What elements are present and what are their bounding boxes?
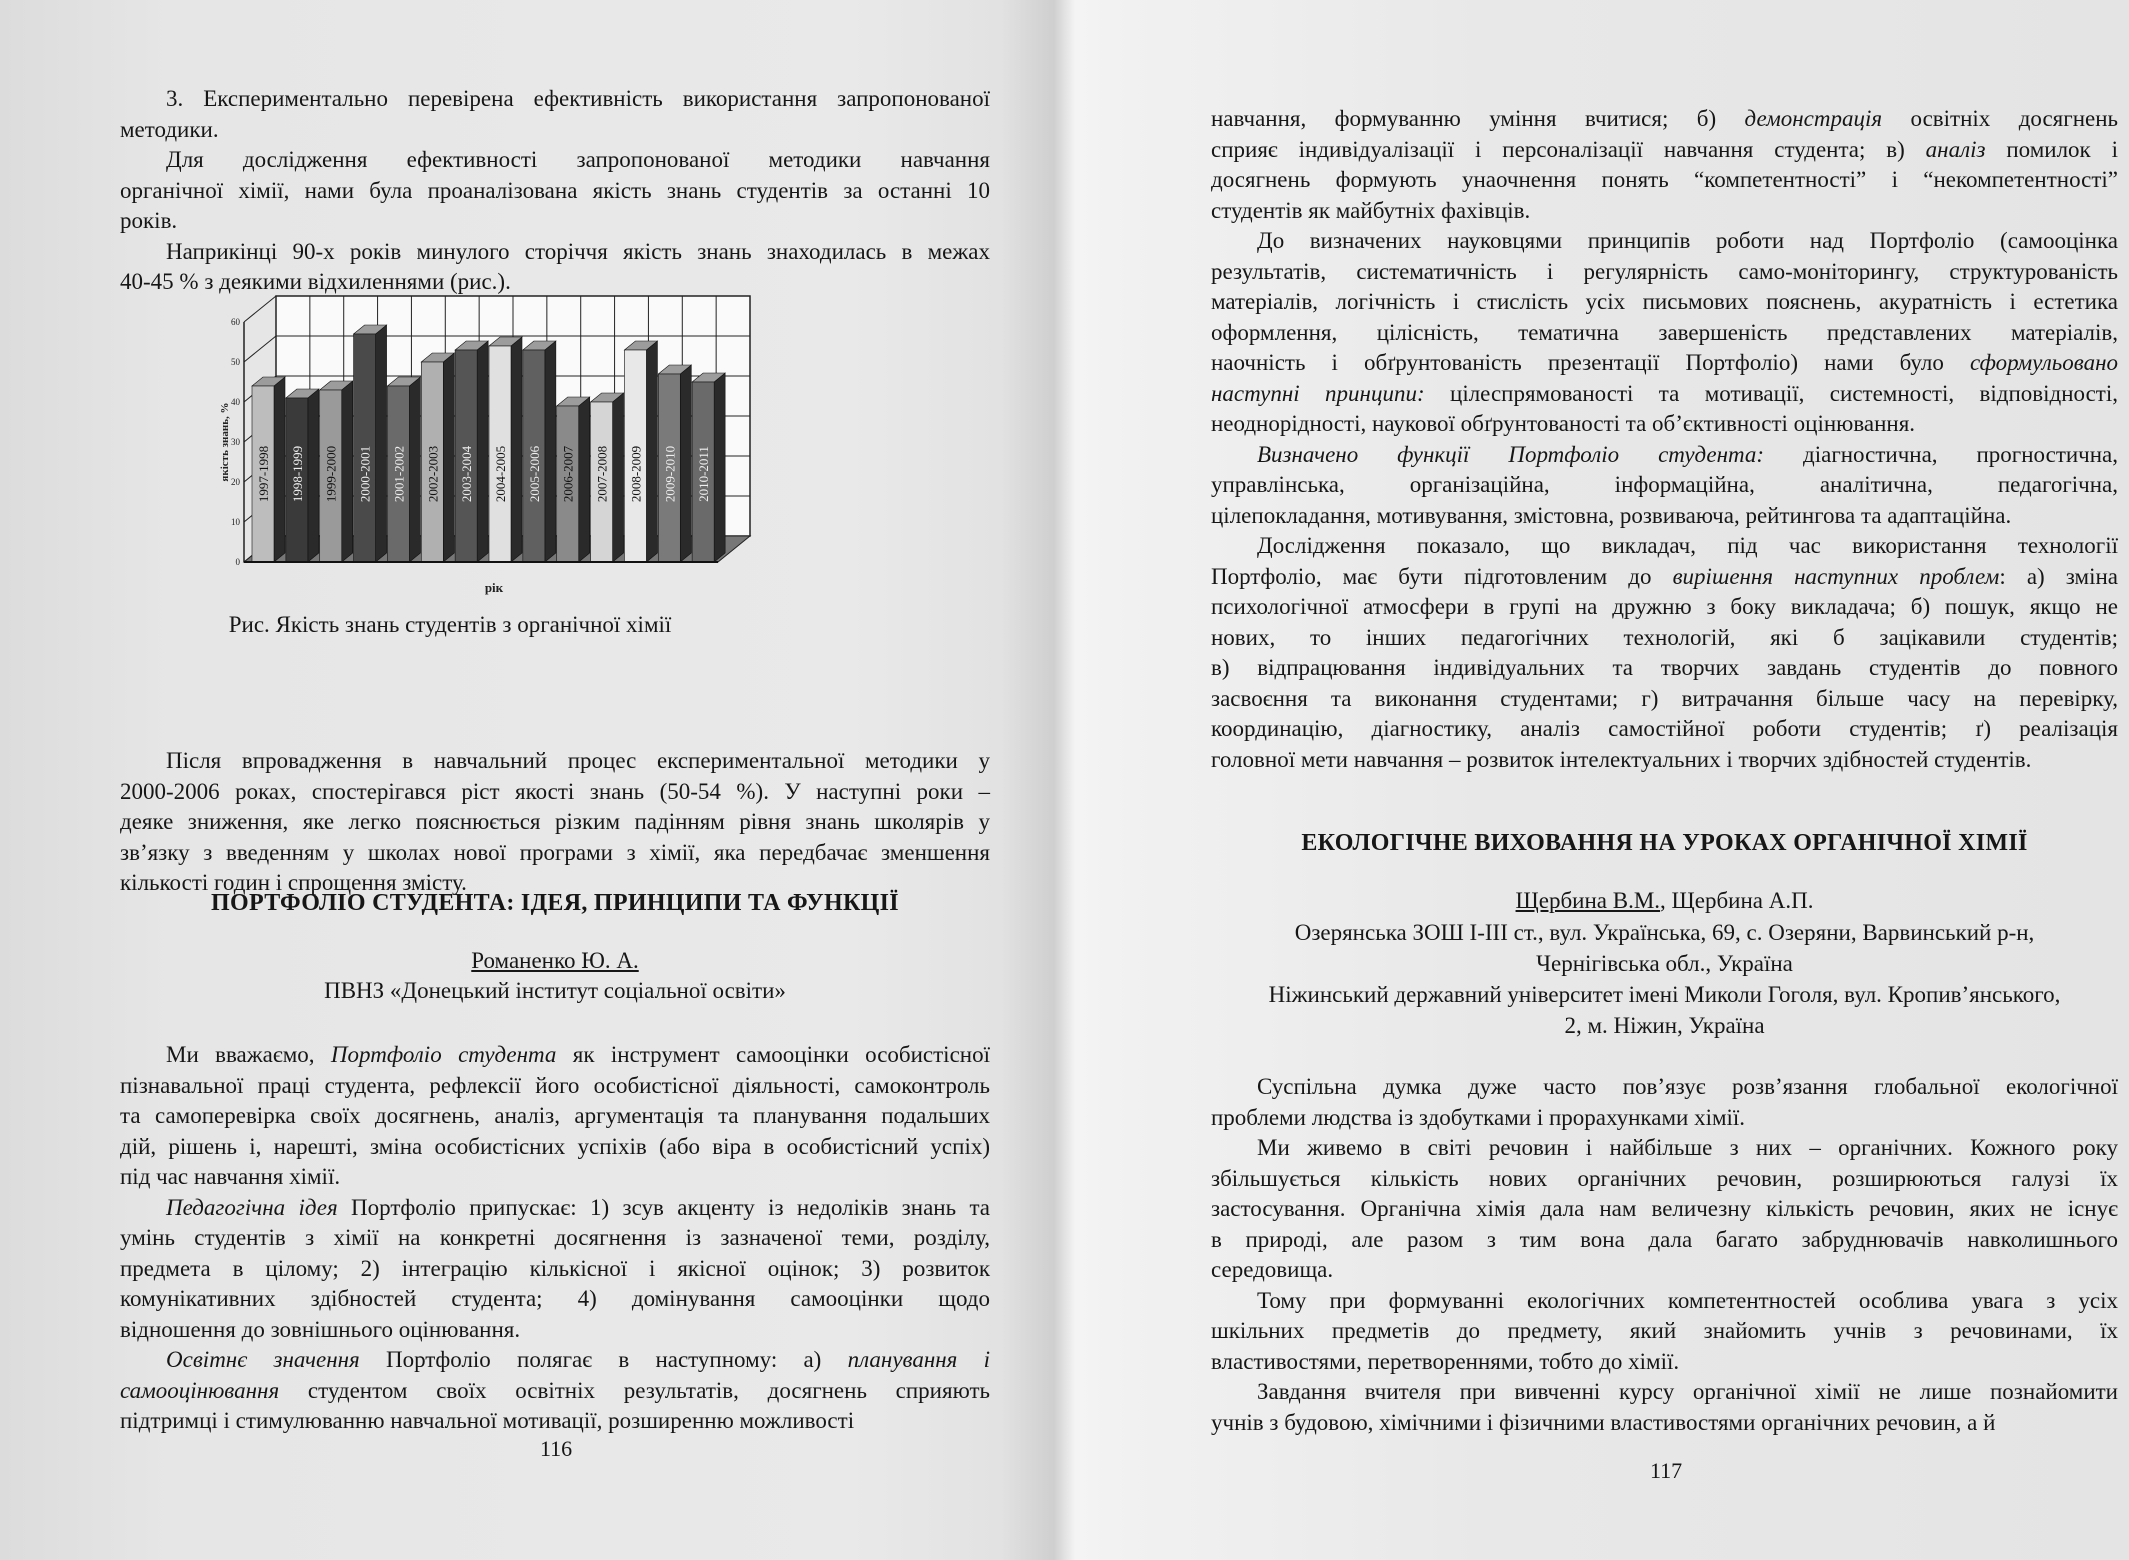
text-line: комунікативних здібностей студента; 4) домінування самооцінки щодо xyxy=(120,1286,990,1311)
emphasis: Освітнє значення xyxy=(166,1347,360,1372)
bar-label: 2003-2004 xyxy=(459,445,475,503)
text-line: дій, рішень і, нарешті, зміна особистісних успіхів (або віра в особистісний успіх) xyxy=(120,1133,990,1159)
bar-side xyxy=(274,377,285,562)
text-line xyxy=(1211,562,2118,593)
paragraph xyxy=(1211,226,2118,440)
paragraph xyxy=(120,237,990,298)
paragraph xyxy=(120,1193,990,1346)
knowledge-quality-chart xyxy=(214,292,884,602)
left-page-after-chart xyxy=(120,746,990,899)
text-line: застосування. Органічна хімія дала нам величезну кількість речовин, яких не існує xyxy=(1211,1196,2118,1221)
bar-side xyxy=(680,365,691,562)
emphasis: Педагогічна ідея xyxy=(166,1194,338,1220)
author-primary: Щербина В.М. xyxy=(1515,888,1661,913)
affiliation-line: Чернігівська обл., Україна xyxy=(1536,951,1793,976)
gridline-side xyxy=(244,296,276,322)
bar-label: 1997-1998 xyxy=(256,445,271,503)
text-line: під час навчання хімії. xyxy=(120,1164,341,1189)
paragraph xyxy=(1211,1072,2118,1133)
gridline-side xyxy=(244,336,276,362)
bar-label: 2009-2010 xyxy=(662,445,678,503)
y-axis-label: якість знань, % xyxy=(219,402,231,482)
paragraph xyxy=(120,746,990,899)
authors xyxy=(1211,886,2118,916)
emphasis: демонстрація xyxy=(1744,106,1883,131)
text-line: управлінська, організаційна, інформаційна, аналітична, педагогічна, xyxy=(1211,472,2118,497)
text-line: років. xyxy=(120,208,178,233)
paragraph xyxy=(1211,1377,2118,1438)
text-line: властивостями, перетвореннями, тобто до хімії. xyxy=(1211,1348,1680,1374)
text-line: органічної хімії, нами була проаналізована якість знань студентів за останні 10 xyxy=(120,177,990,203)
page-number-right: 117 xyxy=(1650,1458,1683,1483)
text-line xyxy=(120,1040,990,1071)
y-tick-label: 10 xyxy=(231,517,240,527)
affiliation-line: Ніжинський державний університет імені Миколи Гоголя, вул. Кропив’янського, xyxy=(1268,982,2061,1007)
text-line: проблеми людства із здобутками і прорахунками хімії. xyxy=(1211,1104,1746,1130)
text-line: Суспільна думка дуже часто пов’язує розв’язання глобальної екологічної xyxy=(1257,1074,2118,1099)
y-tick-label: 30 xyxy=(231,437,240,447)
text-line xyxy=(120,1376,990,1407)
text-line: головної мети навчання – розвиток інтелектуальних і творчих здібностей студентів. xyxy=(1211,746,2032,772)
figure-caption: Рис. Якість знань студентів з органічної хімії xyxy=(228,612,672,637)
bar-label: 1999-2000 xyxy=(323,445,339,503)
emphasis: самооцінювання xyxy=(120,1377,280,1403)
bar-label: 2005-2006 xyxy=(526,445,542,503)
text-line: зв’язку з введенням у школах нової програми з хімії, яка передбачає зменшення xyxy=(120,839,990,865)
article-title-portfolio: ПОРТФОЛІО СТУДЕНТА: ІДЕЯ, ПРИНЦИПИ ТА ФУНКЦІЇ xyxy=(211,890,899,916)
text-line: координацію, діагностику, аналіз самостійної роботи студентів; ґ) реалізація xyxy=(1211,716,2118,741)
text-line: матеріалів, логічність і стислість усіх письмових пояснень, акуратність і естетика xyxy=(1211,289,2118,314)
emphasis: наступні принципи: xyxy=(1211,380,1425,406)
text-line xyxy=(1211,440,2118,471)
x-axis-label: рік xyxy=(484,580,504,595)
text-line: 3. Експериментально перевірена ефективність використання запропонованої xyxy=(166,86,990,111)
text-line: предмета в цілому; 2) інтеграцію кількісної і якісної оцінок; 3) розвиток xyxy=(120,1255,990,1281)
bar-label: 2010-2011 xyxy=(696,446,712,502)
text-line xyxy=(120,1345,990,1376)
paragraph xyxy=(120,1345,990,1437)
text: Портфоліо, має бути підготовленим до xyxy=(1211,563,1673,589)
text-line: досягнень формують унаочнення понять “компетентності” і “некомпетентності” xyxy=(1211,167,2118,192)
text-line: 40-45 % з деякими відхиленнями (рис.). xyxy=(120,269,511,294)
y-tick-label: 20 xyxy=(231,477,240,487)
paragraph xyxy=(1211,104,2118,226)
text-line: умінь студентів з хімії на конкретні досягнення із зазначеної теми, розділу, xyxy=(120,1225,990,1250)
text-line: нових, то інших педагогічних технологій, які б зацікавили студентів; xyxy=(1211,624,2118,650)
text-line: деяке зниження, яке легко пояснюється різким падінням рівня знань школярів у xyxy=(120,809,990,834)
bar-label: 1998-1999 xyxy=(289,445,305,503)
text-line xyxy=(1211,348,2118,379)
bar-label: 2007-2008 xyxy=(594,445,610,503)
text-line: в) відпрацювання індивідуальних та творчих завдань студентів до повного xyxy=(1211,655,2118,680)
text-line: відношення до зовнішнього оцінювання. xyxy=(120,1316,521,1342)
y-tick-label: 60 xyxy=(231,317,240,327)
bar-side xyxy=(579,397,590,562)
y-tick-label: 0 xyxy=(235,557,240,567)
author-secondary: , Щербина А.П. xyxy=(1660,888,1814,913)
text-line: студентів як майбутніх фахівців. xyxy=(1211,197,1531,223)
left-page-article-body xyxy=(120,1040,990,1437)
paragraph xyxy=(120,84,990,145)
text-line: Після впровадження в навчальний процес експериментальної методики у xyxy=(166,748,990,773)
bar-side xyxy=(613,393,624,562)
text-line: До визначених науковцями принципів роботи над Портфоліо (самооцінка xyxy=(1257,228,2118,253)
text: студентом своїх освітніх результатів, досягнень сприяють xyxy=(279,1377,990,1403)
text-line: цілепокладання, мотивування, змістовна, розвиваюча, рейтингова та адаптаційна. xyxy=(1211,502,2012,528)
right-page-continuation xyxy=(1211,104,2118,775)
text-line: Ми живемо в світі речовин і найбільше з них – органічних. Кожного року xyxy=(1257,1135,2118,1160)
paragraph xyxy=(1211,531,2118,775)
text-line: оформлення, цілісність, тематична завершеність представлених матеріалів, xyxy=(1211,319,2118,345)
bar-side xyxy=(714,373,725,562)
left-page-intro xyxy=(120,84,990,298)
text-line: 2000-2006 роках, спостерігався ріст якості знань (50-54 %). У наступні роки – xyxy=(120,778,990,804)
text: діагностична, прогностична, xyxy=(1764,441,2119,467)
text: як інструмент самооцінки особистісної xyxy=(556,1042,990,1067)
emphasis: Визначено функції Портфоліо студента: xyxy=(1257,441,1765,467)
emphasis: вирішення наступних проблем xyxy=(1672,563,2000,589)
text-line: Дослідження показало, що викладач, під час використання технології xyxy=(1257,533,2118,558)
emphasis: сформульовано xyxy=(1969,350,2118,375)
text: цілеспрямованості та мотивації, системності, відповідності, xyxy=(1424,380,2119,406)
article-title-ecology: ЕКОЛОГІЧНЕ ВИХОВАННЯ НА УРОКАХ ОРГАНІЧНОЇ ХІМІЇ xyxy=(1301,830,2028,856)
bar-label: 2008-2009 xyxy=(628,445,644,503)
text-line: психологічної атмосфери в групі на дружню з боку викладача; б) пошук, якщо не xyxy=(1211,594,2118,619)
text-line: Завдання вчителя при вивченні курсу органічної хімії не лише познайомити xyxy=(1257,1379,2118,1404)
text-line: підтримці і стимулюванню навчальної мотивації, розширенню можливості xyxy=(120,1408,855,1433)
text-line: методики. xyxy=(120,116,219,142)
bar-side xyxy=(409,377,420,562)
y-tick-label: 50 xyxy=(231,357,240,367)
paragraph xyxy=(1211,1286,2118,1378)
text: сприяє індивідуалізації і персоналізації навчання студента; в) xyxy=(1211,136,1926,162)
affiliation-line: 2, м. Ніжин, Україна xyxy=(1564,1013,1765,1038)
bar-side xyxy=(376,325,387,562)
emphasis: планування і xyxy=(847,1347,990,1372)
bar-side xyxy=(511,337,522,562)
bar-label: 2001-2002 xyxy=(391,445,407,503)
bar-side xyxy=(545,341,556,562)
paragraph xyxy=(1211,440,2118,532)
affiliation-line: Озерянська ЗОШ І-ІІІ ст., вул. Українська, 69, с. Озеряни, Варвинський р-н, xyxy=(1294,920,2035,945)
text-line xyxy=(1211,379,2118,410)
text-line xyxy=(1211,135,2118,166)
text-line: Тому при формуванні екологічних компетентностей особлива увага з усіх xyxy=(1257,1287,2118,1313)
text-line: результатів, систематичність і регулярність само-моніторингу, структурованість xyxy=(1211,258,2118,284)
page-number-left: 116 xyxy=(540,1436,573,1461)
bar-side xyxy=(646,341,657,562)
text: освітніх досягнень xyxy=(1882,106,2119,131)
paragraph xyxy=(120,145,990,237)
affiliation: ПВНЗ «Донецький інститут соціальної освіти» xyxy=(324,978,786,1003)
emphasis: аналіз xyxy=(1925,136,1986,162)
right-page-article-body xyxy=(1211,1072,2118,1438)
text-line: середовища. xyxy=(1211,1257,1334,1282)
text-line: шкільних предметів до предмету, який знайомить учнів з речовинами, їх xyxy=(1211,1318,2118,1343)
paragraph xyxy=(120,1040,990,1193)
text-line: пізнавальної праці студента, рефлексії його особистісної діяльності, самоконтроль xyxy=(120,1072,990,1098)
bar-side xyxy=(443,353,454,562)
paragraph xyxy=(1211,1133,2118,1286)
bar-side xyxy=(342,381,353,562)
y-tick-label: 40 xyxy=(231,397,240,407)
text-line: засвоєння та виконання студентами; г) витрачання більше часу на перевірку, xyxy=(1211,685,2118,711)
text: навчання, формуванню уміння вчитися; б) xyxy=(1211,106,1745,131)
bar-label: 2004-2005 xyxy=(493,445,508,503)
text-line: збільшується кількість нових органічних речовин, розширюються галузі їх xyxy=(1211,1165,2118,1191)
text-line: кількості годин і спрощення змісту. xyxy=(120,870,467,895)
text: Ми вважаємо, xyxy=(166,1042,331,1067)
text: Портфоліо полягає в наступному: а) xyxy=(359,1347,848,1372)
text-line xyxy=(1211,104,2118,135)
bar-side xyxy=(308,389,319,562)
text-line: Наприкінці 90-х років минулого сторіччя якість знань знаходилась в межах xyxy=(166,238,990,264)
text-line xyxy=(120,1193,990,1224)
text: : а) зміна xyxy=(1999,563,2119,589)
emphasis: Портфоліо студента xyxy=(330,1042,557,1067)
bar-side xyxy=(477,341,488,562)
text: Портфоліо припускає: 1) зсув акценту із недоліків знань та xyxy=(337,1194,990,1220)
text: наочність і обґрунтованість презентації Портфоліо) нами було xyxy=(1211,350,1970,375)
text-line: учнів з будовою, хімічними і фізичними властивостями органічних речовин, а й xyxy=(1211,1409,1996,1435)
bar-label: 2006-2007 xyxy=(560,445,576,503)
text: помилок і xyxy=(1985,136,2118,162)
affiliations xyxy=(1211,917,2118,1041)
bar-label: 2002-2003 xyxy=(425,445,441,503)
bar-label: 2000-2001 xyxy=(357,445,373,503)
text-line: Для дослідження ефективності запропонованої методики навчання xyxy=(166,147,990,172)
text-line: та самоперевірка своїх досягнень, аналіз, аргументація та планування подальших xyxy=(120,1103,990,1128)
text-line: в природі, але разом з тим вона дала багато забруднювачів навколишнього xyxy=(1211,1226,2118,1252)
text-line: неоднорідності, наукової обґрунтованості та об’єктивності оцінювання. xyxy=(1211,411,1916,436)
author: Романенко Ю. А. xyxy=(471,948,639,973)
